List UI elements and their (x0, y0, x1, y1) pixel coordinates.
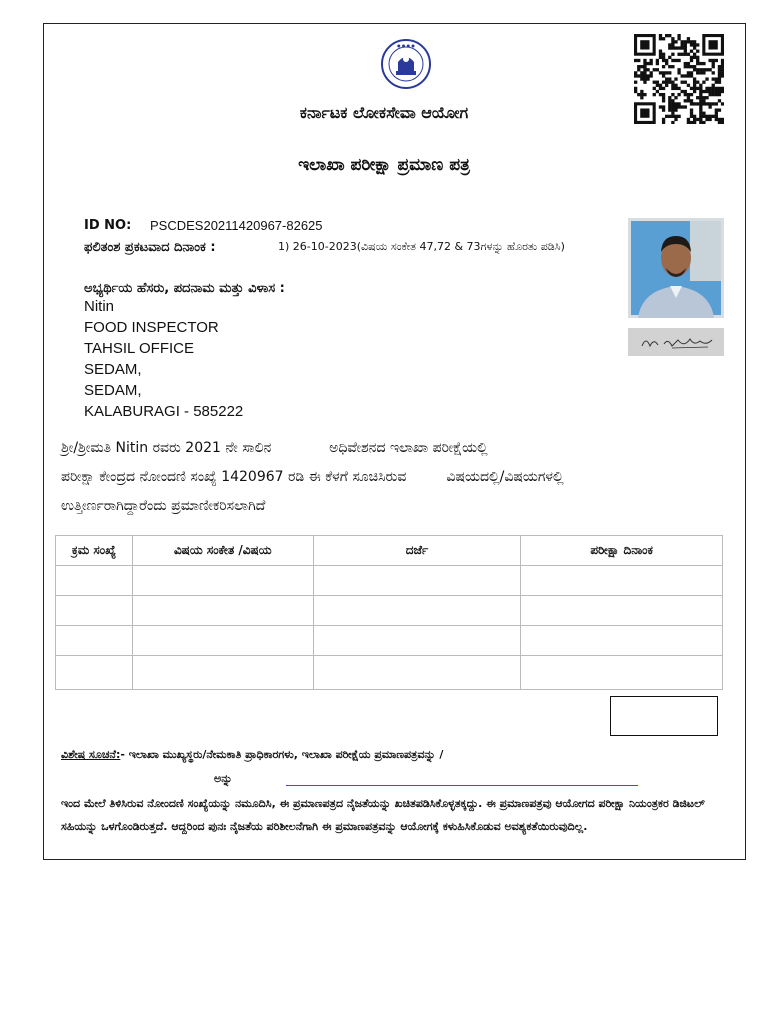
candidate-address-block (84, 296, 243, 422)
special-note-body: ಇಂದ ಮೇಲೆ ತಿಳಿಸಿರುವ ನೋಂದಣಿ ಸಂಖ್ಯೆಯನ್ನು ನಮೂದಿಸಿ, ಈ ಪ್ರಮಾಣಪತ್ರದ ನೈಜತೆಯನ್ನು ಖಚಿತಪಡಿಸಿಕೊಳ್ಳತಕ್ಕದ್ದು. ಈ ಪ್ರಮಾಣಪತ್ರವು ಆಯೋಗದ ಪರೀಕ್ಷಾ ನಿಯಂತ್ರಕರ ಡಿಜಿಟಲ್ ಸಹಿಯನ್ನು ಒಳಗೊಂಡಿರುತ್ತದೆ. ಆದ್ದರಿಂದ ಪುನಃ ನೈಜತೆಯ ಪರಿಶೀಲನೆಗಾಗಿ ಈ ಪ್ರಮಾಣಪತ್ರವನ್ನು ಆಯೋಗಕ್ಕೆ ಕಳುಹಿಸಿಕೊಡುವ ಅವಶ್ಯಕತೆಯಿರುವುದಿಲ್ಲ. (61, 797, 705, 833)
subjects-table (55, 535, 723, 690)
column-header: ಕ್ರಮ ಸಂಖ್ಯೆ (56, 536, 133, 566)
address-line: SEDAM, (84, 361, 142, 378)
table-cell (132, 626, 313, 656)
organization-name: ಕರ್ನಾಟಕ ಲೋಕಸೇವಾ ಆಯೋಗ (299, 103, 469, 122)
candidate-photo (628, 218, 724, 318)
special-note-line (61, 748, 443, 762)
table-cell (521, 626, 723, 656)
table-cell (521, 656, 723, 690)
table-cell (313, 656, 521, 690)
table-cell (56, 626, 133, 656)
candidate-designation: FOOD INSPECTOR (84, 319, 219, 336)
table-cell (132, 566, 313, 596)
result-date-value: 1) 26-10-2023(ವಿಷಯ ಸಂಕೇತ 47,72 & 73ಗಳನ್ನು ಹೊರತು ಪಡಿಸಿ) (278, 240, 565, 253)
candidate-name: Nitin (84, 298, 115, 315)
certification-line: ಉತ್ತೀರ್ಣರಾಗಿದ್ದಾರೆಂದು ಪ್ರಮಾಣೀಕರಿಸಲಾಗಿದೆ (61, 498, 266, 514)
table-cell (132, 596, 313, 626)
name-address-label: ಅಭ್ಯರ್ಥಿಯ ಹೆಸರು, ಪದನಾಮ ಮತ್ತು ವಿಳಾಸ : (84, 281, 285, 296)
result-date-label: ಫಲಿತಂಶ ಪ್ರಕಟವಾದ ದಿನಾಂಕ : (84, 240, 216, 255)
special-note-label: ವಿಶೇಷ ಸೂಚನೆ: (61, 748, 121, 761)
table-row (56, 596, 723, 626)
verification-link-line[interactable] (286, 785, 638, 786)
table-cell (313, 596, 521, 626)
table-cell (313, 626, 521, 656)
certification-line: ಶ್ರೀ/ಶ್ರೀಮತಿ Nitin ರವರು 2021 ನೇ ಸಾಲಿನ ಅಧಿವೇಶನದ ಇಲಾಖಾ ಪರೀಕ್ಷೆಯಲ್ಲಿ (61, 440, 488, 456)
certification-line: ಪರೀಕ್ಷಾ ಕೇಂದ್ರದ ನೋಂದಣಿ ಸಂಖ್ಯೆ 1420967 ರಡಿ ಈ ಕೆಳಗೆ ಸೂಚಿಸಿರುವ ವಿಷಯದಲ್ಲಿ/ವಿಷಯಗಳಲ್ಲಿ (61, 469, 564, 485)
column-header: ವಿಷಯ ಸಂಕೇತ /ವಿಷಯ (132, 536, 313, 566)
stamp-box (610, 696, 718, 736)
id-value: PSCDES20211420967-82625 (150, 218, 323, 233)
table-cell (56, 656, 133, 690)
table-cell (56, 596, 133, 626)
column-header: ದರ್ಜೆ (313, 536, 521, 566)
svg-text:● ● ● ●: ● ● ● ● (397, 43, 415, 48)
id-label: ID NO: (84, 218, 132, 233)
address-line: TAHSIL OFFICE (84, 340, 195, 357)
address-line: KALABURAGI - 585222 (84, 403, 244, 420)
table-header-row (56, 536, 723, 566)
table-cell (56, 566, 133, 596)
table-row (56, 626, 723, 656)
address-line: SEDAM, (84, 382, 142, 399)
table-cell (313, 566, 521, 596)
table-row (56, 656, 723, 690)
candidate-signature (628, 328, 724, 356)
special-note-text: - ಇಲಾಖಾ ಮುಖ್ಯಸ್ಥರು/ನೇಮಕಾತಿ ಪ್ರಾಧಿಕಾರಗಳು, ಇಲಾಖಾ ಪರೀಕ್ಷೆಯ ಪ್ರಮಾಣಪತ್ರವನ್ನು / (120, 748, 444, 761)
special-note-and: ಅನ್ನು (214, 772, 233, 785)
kpsc-emblem-icon (380, 38, 432, 90)
column-header: ಪರೀಕ್ಷಾ ದಿನಾಂಕ (521, 536, 723, 566)
certification-paragraph (61, 434, 564, 521)
certificate-title: ಇಲಾಖಾ ಪರೀಕ್ಷಾ ಪ್ರಮಾಣ ಪತ್ರ (298, 155, 470, 175)
table-cell (521, 566, 723, 596)
table-cell (521, 596, 723, 626)
table-row (56, 566, 723, 596)
table-cell (132, 656, 313, 690)
